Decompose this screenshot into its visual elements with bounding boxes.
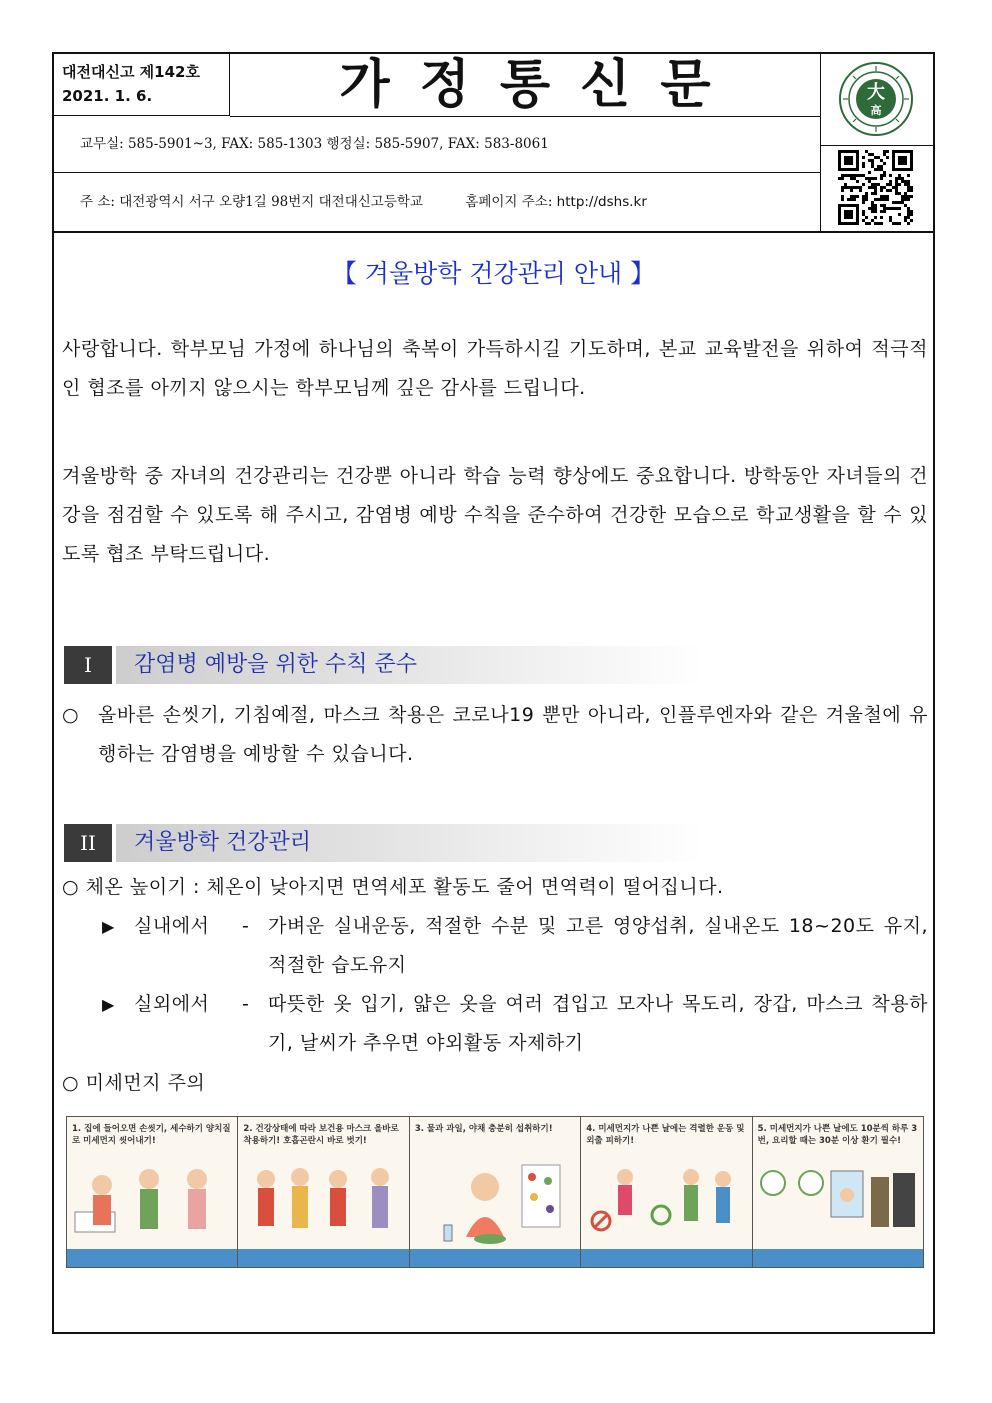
bullet-text: 올바른 손씻기, 기침예절, 마스크 착용은 코로나19 뿐만 아니라, 인플루엔자와 같은 겨울철에 유행하는 감염병을 예방할 수 있습니다. [98,704,928,765]
ventilation-illustration-icon [753,1117,923,1267]
circle-bullet-icon: ○ [62,704,80,726]
section1-bullet [62,696,928,774]
school-emblem-icon [821,54,931,144]
panel-caption: 2. 건강상태에 따라 보건용 마스크 올바로 착용하기! 호흡곤란시 바로 벗기! [243,1124,399,1146]
outdoor-text: 따뜻한 옷 입기, 얇은 옷을 여러 겹입고 모자나 목도리, 장갑, 마스크 착용하기, 날씨가 추우면 야외활동 자제하기 [268,993,928,1054]
dash-separator: - [242,915,250,937]
logo-center-text: 大 [867,82,885,103]
intro-paragraph-2: 겨울방학 중 자녀의 건강관리는 건강뿐 아니라 학습 능력 향상에도 중요합니다. 방학동안 자녀들의 건강을 점검할 수 있도록 해 주시고, 감염병 예방 수칙을 준수하여 건강한 모습으로 학교생활을 할 수 있도록 협조 부탁드립니다. [62,465,928,565]
section-number: I [64,646,116,684]
indoor-tips [102,907,928,985]
exercise-illustration-icon [581,1117,752,1267]
fine-dust-bullet: ○ 미세먼지 주의 [62,1072,206,1094]
homepage-link[interactable]: http://dshs.kr [556,194,647,210]
document-title: 【 겨울방학 건강관리 안내 】 [331,259,656,288]
homepage-label: 홈페이지 주소: [465,194,553,210]
address-line [54,173,820,231]
nutrition-illustration-icon [410,1117,581,1267]
logo-center-sub: 高 [870,104,882,117]
qr-code-icon[interactable] [821,146,931,228]
dash-separator: - [242,993,250,1015]
illustration-panel-exercise [581,1117,752,1267]
panel-floor [753,1249,923,1267]
illustration-panel-nutrition [410,1117,581,1267]
contact-info: 교무실: 585-5901~3, FAX: 585-1303 행정실: 585-5907, FAX: 583-8061 [54,116,820,173]
panel-floor [238,1249,408,1267]
issue-info [54,54,230,116]
intro-paragraph-1: 사랑합니다. 학부모님 가정에 하나님의 축복이 가득하시길 기도하며, 본교 교육발전을 위하여 적극적인 협조를 아끼지 않으시는 학부모님께 깊은 감사를 드립니다. [62,338,928,399]
illustration-panel-mask [238,1117,409,1267]
arrow-right-icon: ▶ [102,917,115,936]
issue-date: 2021. 1. 6. [62,87,153,105]
school-logo [820,54,933,146]
handwash-illustration-icon [67,1117,238,1267]
illustration-panel-ventilation [753,1117,923,1267]
outdoor-label: 실외에서 [134,993,210,1015]
header [54,54,933,233]
panel-caption: 4. 미세먼지가 나쁜 날에는 격렬한 운동 및 외출 피하기! [586,1124,745,1146]
section-number: II [64,824,116,862]
fine-dust-illustrations [66,1116,924,1268]
panel-floor [67,1249,237,1267]
panel-caption: 1. 집에 들어오면 손씻기, 세수하기 양치질로 미세먼지 씻어내기! [72,1124,231,1146]
indoor-label: 실내에서 [134,915,210,937]
newsletter-frame [52,52,935,1334]
panel-caption: 5. 미세먼지가 나쁜 날에도 10분씩 하루 3번, 요리할 때는 30분 이상 환기 필수! [757,1124,918,1146]
mask-illustration-icon [238,1117,409,1267]
address-text: 대전광역시 서구 오량1길 98번지 대전대신고등학교 [119,194,423,210]
arrow-right-icon: ▶ [102,995,115,1014]
section-header-1 [64,646,704,684]
indoor-text: 가벼운 실내운동, 적절한 수분 및 고른 영양섭취, 실내온도 18~20도 유지, 적절한 습도유지 [268,915,928,976]
section-title: 감염병 예방을 위한 수칙 준수 [134,652,417,677]
issue-number: 대전대신고 제142호 [62,63,200,81]
panel-floor [410,1249,580,1267]
panel-floor [581,1249,751,1267]
outdoor-tips [102,985,928,1063]
body-temperature-bullet: ○ 체온 높이기 : 체온이 낮아지면 면역세포 활동도 줄어 면역력이 떨어집니다. [62,876,724,898]
qr-code[interactable] [820,146,933,231]
page-title: 가정통신문 [230,54,820,117]
address-label: 주 소: [80,194,115,210]
illustration-panel-handwash [67,1117,238,1267]
section-header-2 [64,824,704,862]
panel-caption: 3. 물과 과일, 야채 충분히 섭취하기! [414,1124,553,1134]
section-title: 겨울방학 건강관리 [134,830,312,855]
